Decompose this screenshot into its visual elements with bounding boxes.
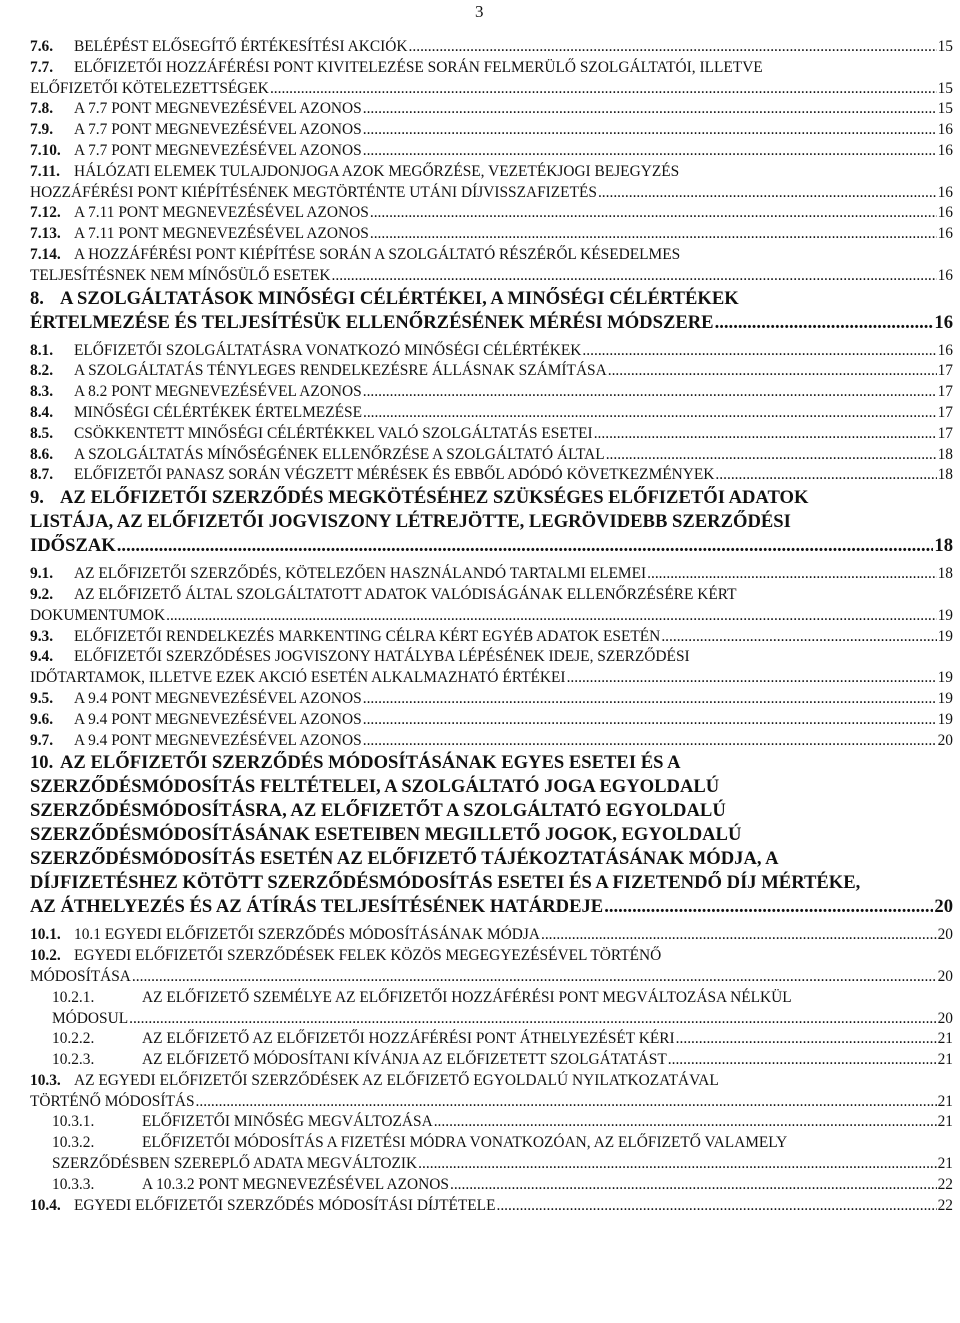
toc-page-number: 21	[937, 1030, 953, 1048]
dot-leader	[370, 203, 937, 224]
dot-leader	[604, 895, 933, 919]
toc-entry-number: 7.8.	[30, 100, 54, 118]
toc-entry-number: 10.2.	[30, 947, 61, 965]
dot-leader	[363, 689, 937, 710]
dot-leader	[363, 710, 937, 731]
toc-entry-title: SZERZŐDÉSMÓDOSÍTÁSRA, AZ ELŐFIZETŐT A SZOLGÁLTATÓ EGYOLDALÚ	[30, 800, 726, 822]
toc-entry[interactable]	[30, 224, 953, 245]
toc-entry-title: A SZOLGÁLTATÁS TÉNYLEGES RENDELKEZÉSRE ÁLLÁSNAK SZÁMÍTÁSA	[74, 362, 607, 380]
toc-entry-number: 8.3.	[30, 383, 54, 401]
toc-entry-number: 10.3.3.	[52, 1175, 95, 1193]
toc-entry-number: 7.13.	[30, 225, 61, 243]
toc-page-number: 16	[934, 311, 953, 333]
toc-entry-title: AZ ÁTHELYEZÉS ÉS AZ ÁTÍRÁS TELJESÍTÉSÉNEK HATÁRDEJE	[30, 896, 604, 918]
toc-entry-number: 8.1.	[30, 341, 54, 359]
toc-page-number: 17	[937, 403, 953, 421]
dot-leader	[608, 361, 937, 382]
toc-entry[interactable]	[30, 946, 953, 988]
toc-entry-number: 9.	[30, 487, 44, 509]
toc-entry-number: 10.3.	[30, 1071, 61, 1089]
toc-entry-title: A 7.11 PONT MEGNEVEZÉSÉVEL AZONOS	[74, 225, 369, 243]
toc-entry-title: AZ ELŐFIZETŐI SZERZŐDÉS, KÖTELEZŐEN HASZNÁLANDÓ TARTALMI ELEMEI	[74, 565, 647, 583]
toc-page-number: 20	[934, 896, 953, 918]
toc-entry-number: 10.3.2.	[52, 1134, 95, 1152]
toc-entry[interactable]	[30, 424, 953, 445]
toc-page-number: 16	[937, 266, 953, 284]
toc-page-number: 22	[937, 1196, 953, 1214]
toc-entry[interactable]	[30, 710, 953, 731]
toc-entry[interactable]	[30, 99, 953, 120]
dot-leader	[715, 465, 936, 486]
toc-entry-number: 7.12.	[30, 204, 61, 222]
toc-entry-title: ELŐFIZETŐI KÖTELEZETTSÉGEK	[30, 79, 269, 97]
toc-entry-number: 8.6.	[30, 445, 54, 463]
toc-page-number: 22	[937, 1175, 953, 1193]
dot-leader	[363, 141, 937, 162]
toc-entry-number: 8.4.	[30, 403, 54, 421]
toc-entry-number: 7.10.	[30, 141, 61, 159]
toc-page-number: 16	[937, 141, 953, 159]
toc-entry-number: 8.7.	[30, 466, 54, 484]
dot-leader	[132, 967, 937, 988]
toc-entry-number: 8.2.	[30, 362, 54, 380]
toc-entry-number: 9.1.	[30, 565, 54, 583]
toc-entry-number: 7.7.	[30, 58, 54, 76]
toc-entry-title: SZERZŐDÉSBEN SZEREPLŐ ADATA MEGVÁLTOZIK	[52, 1155, 418, 1173]
toc-page-number: 16	[937, 121, 953, 139]
toc-page-number: 21	[937, 1155, 953, 1173]
toc-entry-title: 10.1 EGYEDI ELŐFIZETŐI SZERZŐDÉS MÓDOSÍTÁSÁNAK MÓDJA	[74, 926, 540, 944]
toc-entry-title: AZ ELŐFIZETŐ MÓDOSÍTANI KÍVÁNJA AZ ELŐFIZETETT SZOLGÁTATÁST	[142, 1051, 667, 1069]
toc-entry-title: DOKUMENTUMOK	[30, 606, 166, 624]
toc-entry-title: A SZOLGÁLTATÁSOK MINŐSÉGI CÉLÉRTÉKEI, A MINŐSÉGI CÉLÉRTÉKEK	[60, 287, 739, 309]
toc-page-number: 17	[937, 424, 953, 442]
dot-leader	[363, 403, 937, 424]
dot-leader	[332, 266, 937, 287]
toc-entry[interactable]	[30, 1196, 953, 1217]
dot-leader	[676, 1029, 937, 1050]
toc-entry-title: BELÉPÉST ELŐSEGÍTŐ ÉRTÉKESÍTÉSI AKCIÓK	[74, 38, 408, 55]
toc-entry-title: HÁLÓZATI ELEMEK TULAJDONJOGA AZOK MEGŐRZÉSE, VEZETÉKJOGI BEJEGYZÉS	[74, 162, 680, 180]
toc-entry-number: 10.2.1.	[52, 988, 95, 1006]
toc-entry[interactable]	[30, 465, 953, 486]
toc-page-number: 17	[937, 362, 953, 380]
dot-leader	[370, 224, 937, 245]
toc-entry-title: AZ EGYEDI ELŐFIZETŐI SZERZŐDÉSEK AZ ELŐFIZETŐ EGYOLDALÚ NYILATKOZATÁVAL	[74, 1071, 719, 1089]
toc-entry-number: 10.2.3.	[52, 1051, 95, 1069]
toc-entry[interactable]	[30, 403, 953, 424]
toc-page-number: 21	[937, 1051, 953, 1069]
toc-page-number: 19	[937, 669, 953, 687]
toc-entry-number: 8.	[30, 287, 44, 309]
dot-leader	[598, 183, 937, 204]
toc-entry[interactable]	[30, 564, 953, 585]
toc-entry-title: TELJESÍTÉSNEK NEM MÍNŐSÜLŐ ESETEK	[30, 266, 331, 284]
toc-entry[interactable]	[30, 120, 953, 141]
dot-leader	[418, 1154, 936, 1175]
toc-entry-number: 10.2.2.	[52, 1030, 95, 1048]
toc-entry[interactable]	[30, 1112, 953, 1133]
dot-leader	[363, 731, 937, 752]
toc-page-number: 21	[937, 1113, 953, 1131]
toc-page-number: 16	[937, 341, 953, 359]
toc-page-number: 20	[937, 1009, 953, 1027]
toc-entry[interactable]	[30, 162, 953, 204]
toc-page-number: 19	[937, 689, 953, 707]
dot-leader	[661, 627, 936, 648]
toc-entry-number: 7.14.	[30, 245, 61, 263]
dot-leader	[117, 534, 934, 558]
dot-leader	[567, 668, 937, 689]
toc-entry[interactable]	[30, 627, 953, 648]
toc-entry[interactable]	[30, 1133, 953, 1175]
toc-entry-number: 7.11.	[30, 162, 60, 180]
toc-page-number: 18	[937, 466, 953, 484]
toc-entry-title: AZ ELŐFIZETŐ AZ ELŐFIZETŐI HOZZÁFÉRÉSI PONT ÁTHELYEZÉSÉT KÉRI	[142, 1030, 675, 1048]
toc-page-number: 18	[937, 445, 953, 463]
toc-page-number: 19	[937, 627, 953, 645]
toc-entry-title: EGYEDI ELŐFIZETŐI SZERZŐDÉSEK FELEK KÖZÖS MEGEGYEZÉSÉVEL TÖRTÉNŐ	[74, 947, 662, 965]
dot-leader	[363, 99, 937, 120]
toc-entry-title: SZERZŐDÉSMÓDOSÍTÁSÁNAK ESETEIBEN MEGILLETŐ JOGOK, EGYOLDALÚ	[30, 824, 742, 846]
toc-entry-title: ELŐFIZETŐI HOZZÁFÉRÉSI PONT KIVITELEZÉSE SORÁN FELMERÜLŐ SZOLGÁLTATÓI, ILLETVE	[74, 58, 763, 76]
toc-page-number: 18	[937, 565, 953, 583]
toc-page-number: 17	[937, 383, 953, 401]
toc-entry-title: LISTÁJA, AZ ELŐFIZETŐI JOGVISZONY LÉTREJÖTTE, LEGRÖVIDEBB SZERZŐDÉSI	[30, 511, 791, 533]
toc-entry[interactable]	[30, 37, 953, 58]
toc-entry-title: ELŐFIZETŐI MINŐSÉG MEGVÁLTOZÁSA	[142, 1113, 433, 1131]
toc-entry-title: DÍJFIZETÉSHEZ KÖTÖTT SZERZŐDÉSMÓDOSÍTÁS ESETEI ÉS A FIZETENDŐ DÍJ MÉRTÉKE,	[30, 872, 861, 894]
toc-entry-title: A 7.7 PONT MEGNEVEZÉSÉVEL AZONOS	[74, 100, 362, 118]
toc-entry-title: A 8.2 PONT MEGNEVEZÉSÉVEL AZONOS	[74, 383, 362, 401]
toc-page-number: 18	[934, 535, 953, 557]
dot-leader	[129, 1009, 937, 1030]
toc-entry-title: AZ ELŐFIZETŐ SZEMÉLYE AZ ELŐFIZETŐI HOZZÁFÉRÉSI PONT MEGVÁLTOZÁSA NÉLKÜL	[142, 988, 792, 1006]
toc-entry-title: SZERZŐDÉSMÓDOSÍTÁS ESETÉN AZ ELŐFIZETŐ TÁJÉKOZTATÁSÁNAK MÓDJA, A	[30, 848, 779, 870]
dot-leader	[647, 564, 936, 585]
toc-entry[interactable]	[30, 647, 953, 689]
dot-leader	[668, 1050, 937, 1071]
toc-entry-title: ELŐFIZETŐI PANASZ SORÁN VÉGZETT MÉRÉSEK ÉS EBBŐL ADÓDÓ KÖVETKEZMÉNYEK	[74, 466, 715, 484]
toc-entry-number: 9.3.	[30, 627, 54, 645]
dot-leader	[434, 1112, 937, 1133]
toc-page-number: 19	[937, 606, 953, 624]
toc-entry[interactable]	[30, 1175, 953, 1196]
toc-entry-title: ÉRTELMEZÉSE ÉS TELJESÍTÉSÜK ELLENŐRZÉSÉNEK MÉRÉSI MÓDSZERE	[30, 311, 714, 333]
toc-entry[interactable]	[30, 1071, 953, 1113]
dot-leader	[363, 120, 937, 141]
toc-entry-title: HOZZÁFÉRÉSI PONT KIÉPÍTÉSÉNEK MEGTÖRTÉNTE UTÁNI DÍJVISSZAFIZETÉS	[30, 183, 597, 201]
toc-entry-title: A 9.4 PONT MEGNEVEZÉSÉVEL AZONOS	[74, 689, 362, 707]
toc-entry-title: A HOZZÁFÉRÉSI PONT KIÉPÍTÉSE SORÁN A SZOLGÁLTATÓ RÉSZÉRŐL KÉSEDELMES	[74, 245, 681, 263]
toc-entry-title: EGYEDI ELŐFIZETŐI SZERZŐDÉS MÓDOSÍTÁSI DÍJTÉTELE	[74, 1196, 496, 1214]
toc-page-number: 20	[937, 731, 953, 749]
toc-entry[interactable]	[30, 925, 953, 946]
dot-leader	[270, 79, 937, 100]
toc-entry[interactable]	[30, 689, 953, 710]
toc-entry[interactable]	[30, 361, 953, 382]
toc-entry[interactable]	[30, 486, 953, 558]
toc-entry-title: ELŐFIZETŐI RENDELKEZÉS MARKENTING CÉLRA KÉRT EGYÉB ADATOK ESETÉN	[74, 627, 661, 645]
dot-leader	[715, 311, 934, 335]
toc-page-number: 16	[937, 204, 953, 222]
toc-entry-title: MINŐSÉGI CÉLÉRTÉKEK ÉRTELMEZÉSE	[74, 403, 362, 421]
toc-entry[interactable]	[30, 245, 953, 287]
toc-entry-number: 7.6.	[30, 38, 54, 55]
toc-entry[interactable]	[30, 141, 953, 162]
toc-entry[interactable]	[30, 731, 953, 752]
toc-entry-number: 10.4.	[30, 1196, 61, 1214]
toc-page-number: 19	[937, 710, 953, 728]
toc-page-number: 21	[937, 1092, 953, 1110]
toc-entry-title: MÓDOSÍTÁSA	[30, 967, 131, 985]
toc-entry-title: SZERZŐDÉSMÓDOSÍTÁS FELTÉTELEI, A SZOLGÁLTATÓ JOGA EGYOLDALÚ	[30, 776, 720, 798]
toc-entry-title: IDŐTARTAMOK, ILLETVE EZEK AKCIÓ ESETÉN ALKALMAZHATÓ ÉRTÉKEI	[30, 669, 566, 687]
toc-page-number: 15	[937, 38, 953, 55]
toc-entry-title: A 7.7 PONT MEGNEVEZÉSÉVEL AZONOS	[74, 121, 362, 139]
toc-entry-number: 10.	[30, 752, 54, 774]
toc-entry-title: ELŐFIZETŐI MÓDOSÍTÁS A FIZETÉSI MÓDRA VONATKOZÓAN, AZ ELŐFIZETŐ VALAMELY	[142, 1134, 788, 1152]
toc-entry-title: AZ ELŐFIZETŐI SZERZŐDÉS MEGKÖTÉSÉHEZ SZÜKSÉGES ELŐFIZETŐI ADATOK	[60, 487, 809, 509]
toc-entry-number: 9.2.	[30, 585, 54, 603]
toc-entry[interactable]	[30, 751, 953, 919]
toc-entry-title: A 7.7 PONT MEGNEVEZÉSÉVEL AZONOS	[74, 141, 362, 159]
dot-leader	[606, 445, 937, 466]
toc-entry[interactable]	[30, 341, 953, 362]
toc-entry-number: 8.5.	[30, 424, 54, 442]
page-number: 3	[475, 2, 484, 21]
dot-leader	[196, 1092, 937, 1113]
toc-entry[interactable]	[30, 445, 953, 466]
toc-entry-title: TÖRTÉNŐ MÓDOSÍTÁS	[30, 1092, 195, 1110]
toc-entry[interactable]	[30, 287, 953, 335]
toc-entry[interactable]	[30, 1050, 953, 1071]
toc-entry-title: CSÖKKENTETT MINŐSÉGI CÉLÉRTÉKKEL VALÓ SZOLGÁLTATÁS ESETEI	[74, 424, 593, 442]
toc-entry-number: 9.7.	[30, 731, 54, 749]
toc-entry-title: A 9.4 PONT MEGNEVEZÉSÉVEL AZONOS	[74, 731, 362, 749]
dot-leader	[409, 37, 937, 58]
toc-entry-number: 9.6.	[30, 710, 54, 728]
toc-entry[interactable]	[30, 585, 953, 627]
toc-page-number: 15	[937, 79, 953, 97]
toc-page-number: 20	[937, 967, 953, 985]
toc-entry-number: 10.3.1.	[52, 1113, 95, 1131]
toc-entry-number: 10.1.	[30, 926, 61, 944]
toc-entry[interactable]	[30, 1029, 953, 1050]
toc-entry-number: 9.4.	[30, 648, 54, 666]
toc-entry-title: IDŐSZAK	[30, 535, 116, 557]
dot-leader	[582, 341, 936, 362]
toc-entry-title: AZ ELŐFIZETŐI SZERZŐDÉS MÓDOSÍTÁSÁNAK EGYES ESETEI ÉS A	[60, 752, 681, 774]
toc-entry-title: A 10.3.2 PONT MEGNEVEZÉSÉVEL AZONOS	[142, 1175, 449, 1193]
toc-entry[interactable]	[30, 988, 953, 1030]
toc-page-number: 15	[937, 100, 953, 118]
dot-leader	[541, 925, 937, 946]
toc-entry-title: MÓDOSUL	[52, 1009, 129, 1027]
dot-leader	[166, 606, 937, 627]
toc-entry[interactable]	[30, 382, 953, 403]
table-of-contents	[30, 37, 953, 1216]
toc-entry-title: A 7.11 PONT MEGNEVEZÉSÉVEL AZONOS	[74, 204, 369, 222]
toc-entry-title: A 9.4 PONT MEGNEVEZÉSÉVEL AZONOS	[74, 710, 362, 728]
toc-page-number: 16	[937, 225, 953, 243]
dot-leader	[496, 1196, 936, 1217]
toc-page-number: 16	[937, 183, 953, 201]
toc-entry-title: ELŐFIZETŐI SZERZŐDÉSES JOGVISZONY HATÁLYBA LÉPÉSÉNEK IDEJE, SZERZŐDÉSI	[74, 648, 690, 666]
toc-entry-number: 7.9.	[30, 121, 54, 139]
toc-page-number: 20	[937, 926, 953, 944]
toc-entry-number: 9.5.	[30, 689, 54, 707]
toc-entry[interactable]	[30, 203, 953, 224]
dot-leader	[594, 424, 937, 445]
toc-entry[interactable]	[30, 58, 953, 100]
dot-leader	[363, 382, 937, 403]
toc-entry-title: A SZOLGÁLTATÁS MÍNŐSÉGÉNEK ELLENŐRZÉSE A SZOLGÁLTATÓ ÁLTAL	[74, 445, 605, 463]
toc-entry-title: ELŐFIZETŐI SZOLGÁLTATÁSRA VONATKOZÓ MINŐSÉGI CÉLÉRTÉKEK	[74, 341, 582, 359]
toc-entry-title: AZ ELŐFIZETŐ ÁLTAL SZOLGÁLTATOTT ADATOK VALÓDISÁGÁNAK ELLENŐRZÉSÉRE KÉRT	[74, 585, 737, 603]
dot-leader	[450, 1175, 937, 1196]
